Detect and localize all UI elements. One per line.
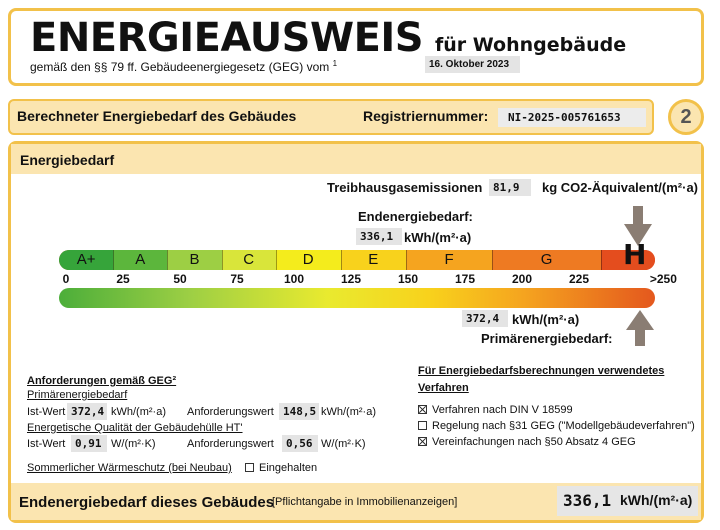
page-number-badge [668,99,704,135]
energy-section-title: Energiebedarf [20,152,115,168]
issue-date-field: 16. Oktober 2023 [425,56,520,73]
registration-label: Registriernummer: [363,108,489,124]
procedure-simplified-label: Vereinfachungen nach §50 Absatz 4 GEG [432,436,636,448]
scale-class-label: G [540,251,553,268]
primary-requirement-heading: Primärenergiebedarf [27,389,128,401]
scale-tick-label: >250 [649,272,677,286]
summer-protection-label: Sommerlicher Wärmeschutz (bei Neubau) [27,462,232,474]
scale-class-label: E [368,251,379,268]
scale-class-label: A [135,251,146,268]
footer-label: Endenergiebedarf dieses Gebäudes [19,494,275,511]
requirements-title: Anforderungen gemäß GEG² [27,375,177,387]
requirement-value-field: 148,5 [279,403,319,420]
procedures-title-line1: Für Energiebedarfsberechnungen verwendetes [418,365,665,377]
ist-value-unit: kWh/(m²·a) [111,406,166,418]
registration-number-field: NI-2025-005761653 [498,108,646,127]
procedures-title-line2: Verfahren [418,382,469,394]
ghg-unit: kg CO2-Äquivalent/(m²·a) [542,180,699,195]
ist-value-label: Ist-Wert [27,406,66,418]
procedure-simplified-checkbox[interactable] [418,437,427,446]
procedure-item-simplified [418,436,636,448]
footer-unit: kWh/(m²·a) [620,492,693,508]
primary-energy-value-field: 372,4 [462,310,508,327]
energy-scale-bar [59,250,655,270]
requirement-value-label: Anforderungswert [187,406,274,418]
scale-tick-label: 125 [340,272,362,286]
footnote-mark: 1 [332,59,338,68]
legal-basis [30,59,337,74]
scale-tick-label: 200 [511,272,533,286]
procedure-din-label: Verfahren nach DIN V 18599 [432,404,573,416]
ht-ist-unit: W/(m²·K) [111,438,156,450]
procedure-model-checkbox[interactable] [418,421,427,430]
scale-tick-label: 225 [568,272,590,286]
primary-energy-unit: kWh/(m²·a) [512,312,580,327]
primary-energy-label: Primärenergiebedarf: [481,331,613,346]
procedure-din-checkbox[interactable] [418,405,427,414]
procedure-item-din [418,404,573,416]
end-energy-value-field: 336,1 [356,228,402,245]
scale-tick-label: 150 [397,272,419,286]
procedure-model-label: Regelung nach §31 GEG ("Modellgebäudeverfahren") [432,420,695,432]
scale-ticks [0,272,720,288]
summer-protection-checkbox[interactable] [245,463,254,472]
primary-energy-arrow [626,310,654,346]
scale-tick-label: 25 [116,272,130,286]
page-number: 2 [680,106,692,128]
summer-protection-option [245,462,317,474]
requirement-value-unit: kWh/(m²·a) [321,406,376,418]
scale-tick-label: 0 [62,272,70,286]
current-class-marker: H [623,238,647,271]
footer-value: 336,1 [563,491,612,510]
document-title: ENERGIEAUSWEIS [30,15,424,61]
ht-requirement-field: 0,56 [282,435,318,452]
ist-value-field: 372,4 [67,403,107,420]
procedure-item-model [418,420,695,432]
end-energy-label: Endenergiebedarf: [358,209,473,224]
scale-class-label: A+ [76,251,96,268]
scale-class-label: F [444,251,454,268]
ht-requirement-unit: W/(m²·K) [321,438,366,450]
ghg-value-field: 81,9 [489,179,531,196]
end-energy-unit: kWh/(m²·a) [404,230,472,245]
ghg-label: Treibhausgasemissionen [327,180,483,195]
scale-tick-label: 75 [230,272,244,286]
legal-basis-text: gemäß den §§ 79 ff. Gebäudeenergiegesetz (GEG) vom [30,60,330,74]
ht-ist-label: Ist-Wert [27,438,66,450]
ht-ist-field: 0,91 [71,435,107,452]
energy-header-band [11,144,701,174]
section-title: Berechneter Energiebedarf des Gebäudes [17,108,297,124]
energy-gradient-bar [59,288,655,308]
footer-note: [Pflichtangabe in Immobilienanzeigen] [272,496,458,508]
scale-tick-label: 100 [283,272,305,286]
document-subtitle: für Wohngebäude [435,34,627,56]
scale-class-label: B [189,251,200,268]
scale-class-label: D [302,251,314,268]
scale-class-label: C [243,251,255,268]
scale-tick-label: 175 [454,272,476,286]
summer-protection-option-label: Eingehalten [259,462,318,474]
scale-tick-label: 50 [173,272,187,286]
envelope-quality-heading: Energetische Qualität der Gebäudehülle HT' [27,422,243,434]
ht-requirement-label: Anforderungswert [187,438,274,450]
